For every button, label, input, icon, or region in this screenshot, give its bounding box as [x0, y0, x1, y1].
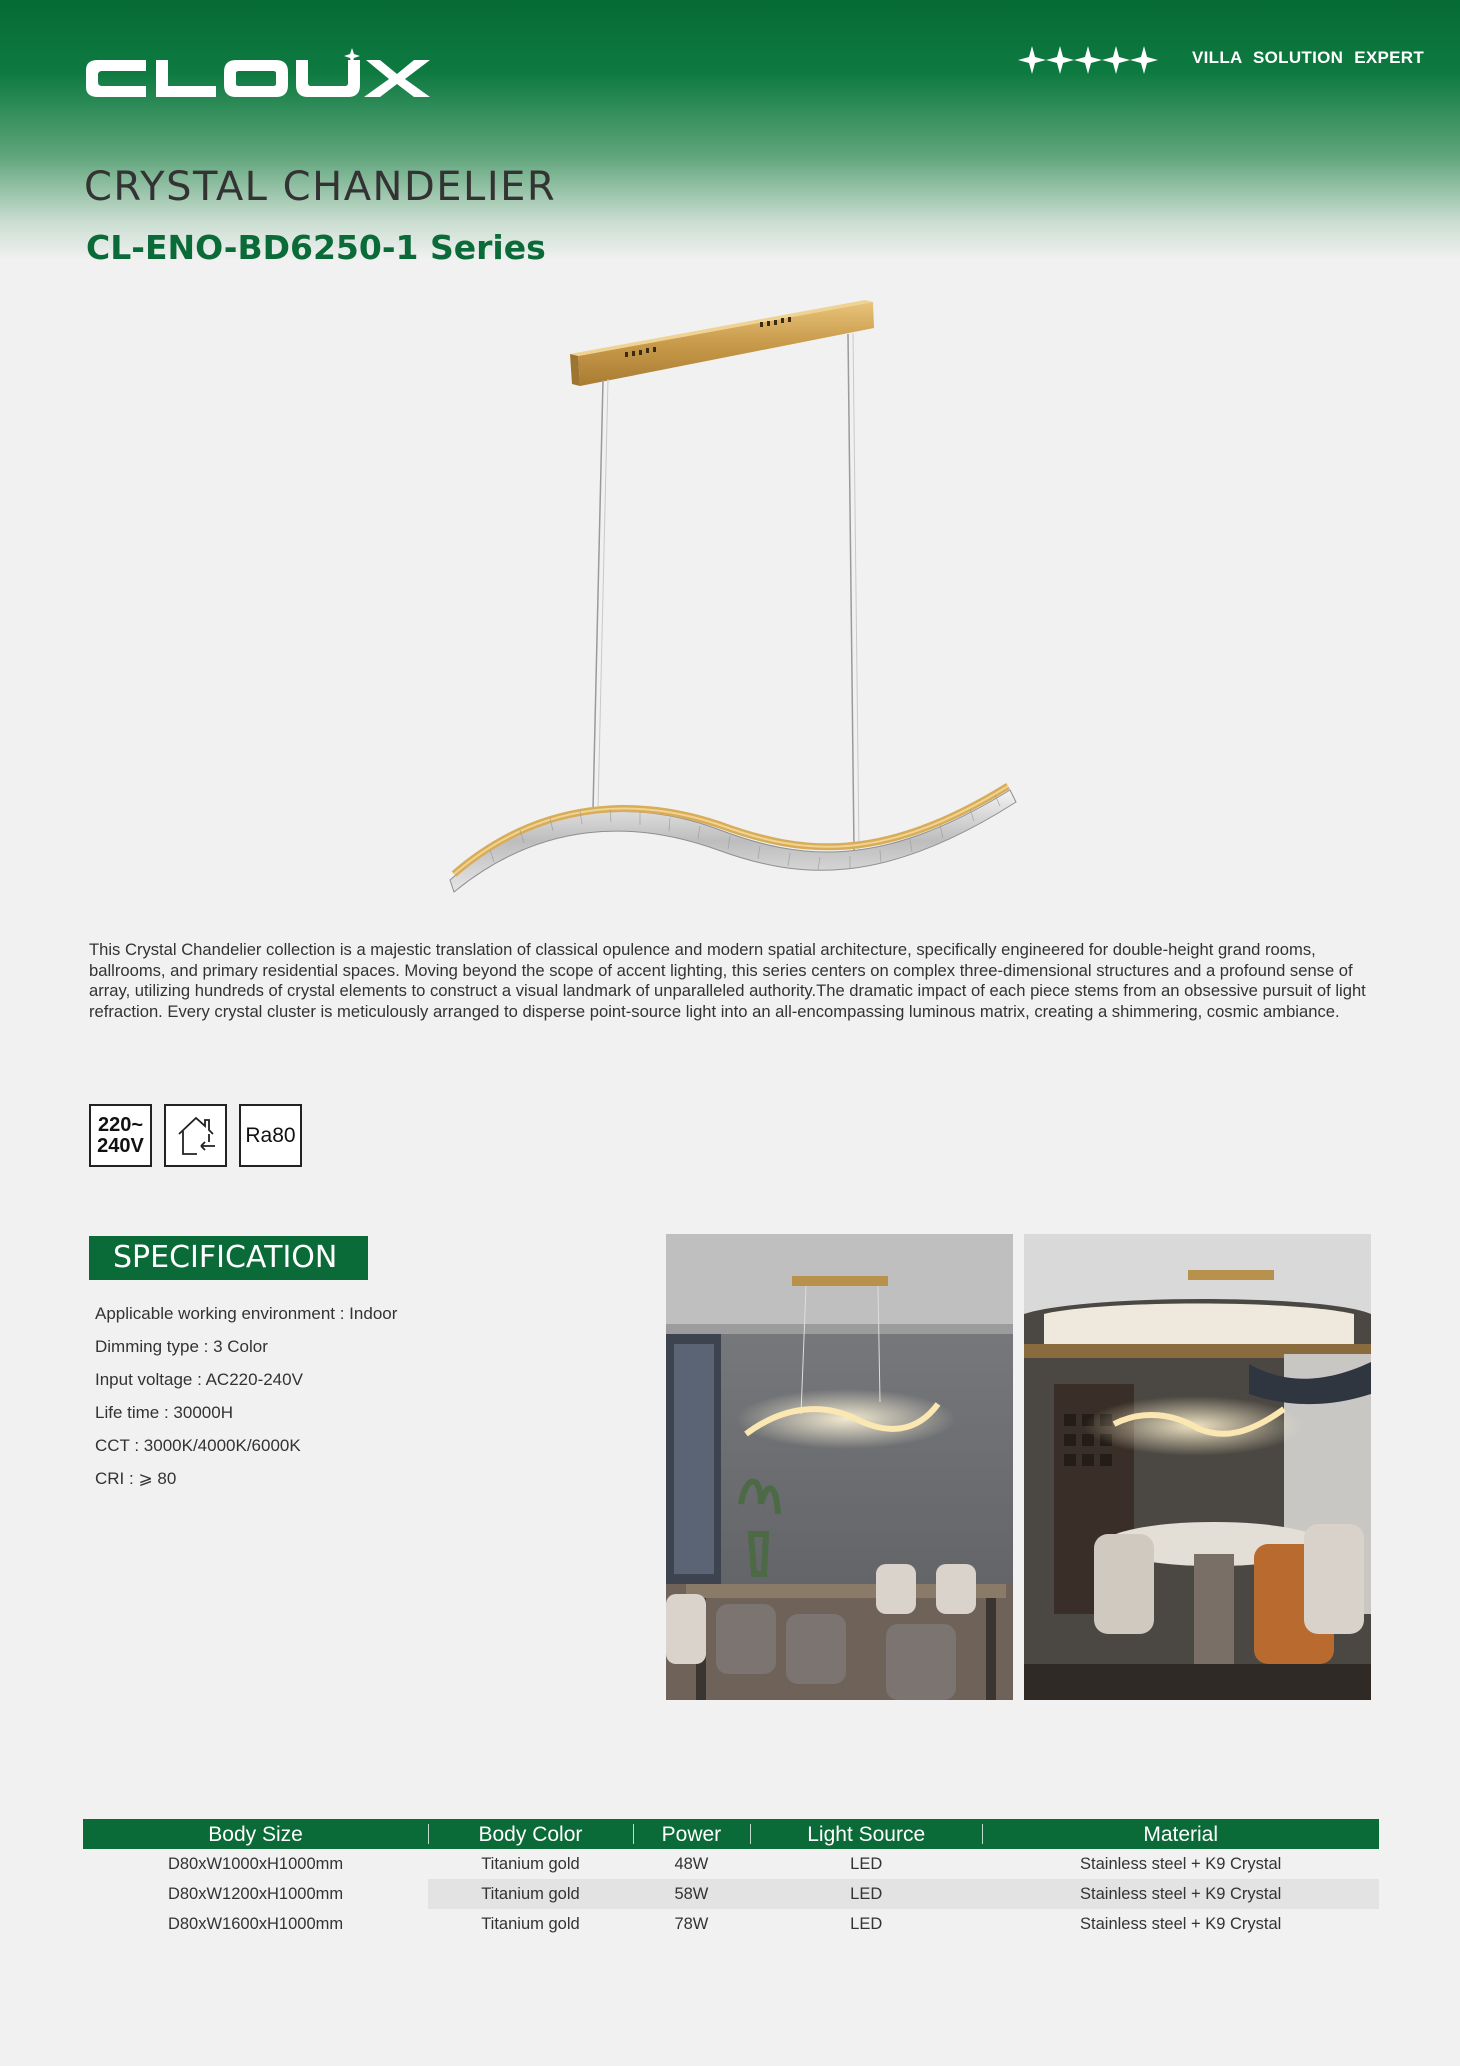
specification-heading: SPECIFICATION	[89, 1236, 368, 1280]
cell-power: 58W	[633, 1879, 750, 1909]
logo-text: CLOUX	[84, 46, 88, 47]
spec-item: Input voltage : AC220-240V	[95, 1370, 303, 1389]
dining-room-photo-1	[666, 1234, 1013, 1700]
cell-body-color: Titanium gold	[481, 1854, 580, 1873]
chandelier-product-image	[430, 290, 1030, 900]
header-body-color: Body Color	[428, 1819, 633, 1849]
cell-power: 78W	[674, 1914, 709, 1933]
brand-tagline: VILLA SOLUTION EXPERT	[1192, 48, 1425, 67]
spec-item: Dimming type : 3 Color	[95, 1337, 268, 1356]
table-row	[83, 1849, 1379, 1879]
spec-item: Life time : 30000H	[95, 1403, 233, 1422]
product-description: This Crystal Chandelier collection is a majestic translation of classical opulence and modern spatial architecture, specifically engineered for double-height grand rooms, ballrooms, and primary residential spaces. Moving beyond the scope of accent lighting, this series centers on complex three-dimensional structures and a profound sense of array, utilizing hundreds of crystal elements to construct a visual landmark of unparalleled authority.The dramatic impact of each piece stems from an obsessive pursuit of light refraction. Every crystal cluster is meticulously arranged to disperse point-source light into an all-encompassing luminous matrix, creating a shimmering, cosmic ambiance.	[89, 940, 1366, 1021]
header-body-size: Body Size	[83, 1819, 428, 1849]
cell-material: Stainless steel + K9 Crystal	[982, 1879, 1379, 1909]
five-stars-icon	[1018, 40, 1158, 80]
cri-badge: Ra80	[239, 1104, 302, 1167]
cell-body-size: D80xW1200xH1000mm	[83, 1879, 428, 1909]
spec-item: CRI : ⩾ 80	[95, 1469, 177, 1488]
spec-item: CCT : 3000K/4000K/6000K	[95, 1436, 301, 1455]
feature-badges	[89, 1104, 302, 1167]
cell-body-size: D80xW1000xH1000mm	[167, 1854, 344, 1873]
table-row	[83, 1879, 1379, 1909]
cell-light-source: LED	[850, 1914, 883, 1933]
table-header-row	[83, 1819, 1379, 1849]
dining-room-photo-2	[1024, 1234, 1371, 1700]
product-series: CL-ENO-BD6250-1 Series	[86, 228, 546, 267]
product-variants-table	[83, 1819, 1379, 1939]
header-material: Material	[982, 1819, 1379, 1849]
header-background	[0, 0, 1460, 260]
cell-material: Stainless steel + K9 Crystal	[1080, 1854, 1282, 1873]
cell-body-size: D80xW1600xH1000mm	[167, 1914, 344, 1933]
indoor-house-icon	[164, 1104, 227, 1167]
header-power: Power	[633, 1819, 750, 1849]
cell-body-color: Titanium gold	[428, 1879, 633, 1909]
voltage-line1: 220~	[97, 1113, 144, 1136]
cell-body-color: Titanium gold	[481, 1914, 580, 1933]
cell-light-source: LED	[750, 1879, 982, 1909]
product-title: CRYSTAL CHANDELIER	[84, 164, 557, 210]
header-light-source: Light Source	[750, 1819, 982, 1849]
cell-material: Stainless steel + K9 Crystal	[1080, 1914, 1282, 1933]
voltage-line2: 240V	[97, 1134, 144, 1157]
voltage-badge	[89, 1104, 152, 1167]
cell-light-source: LED	[850, 1854, 883, 1873]
cell-power: 48W	[674, 1854, 709, 1873]
specification-list	[95, 1302, 397, 1500]
spec-item: Applicable working environment : Indoor	[95, 1304, 398, 1323]
cloux-logo	[84, 46, 436, 102]
table-row	[83, 1909, 1379, 1939]
